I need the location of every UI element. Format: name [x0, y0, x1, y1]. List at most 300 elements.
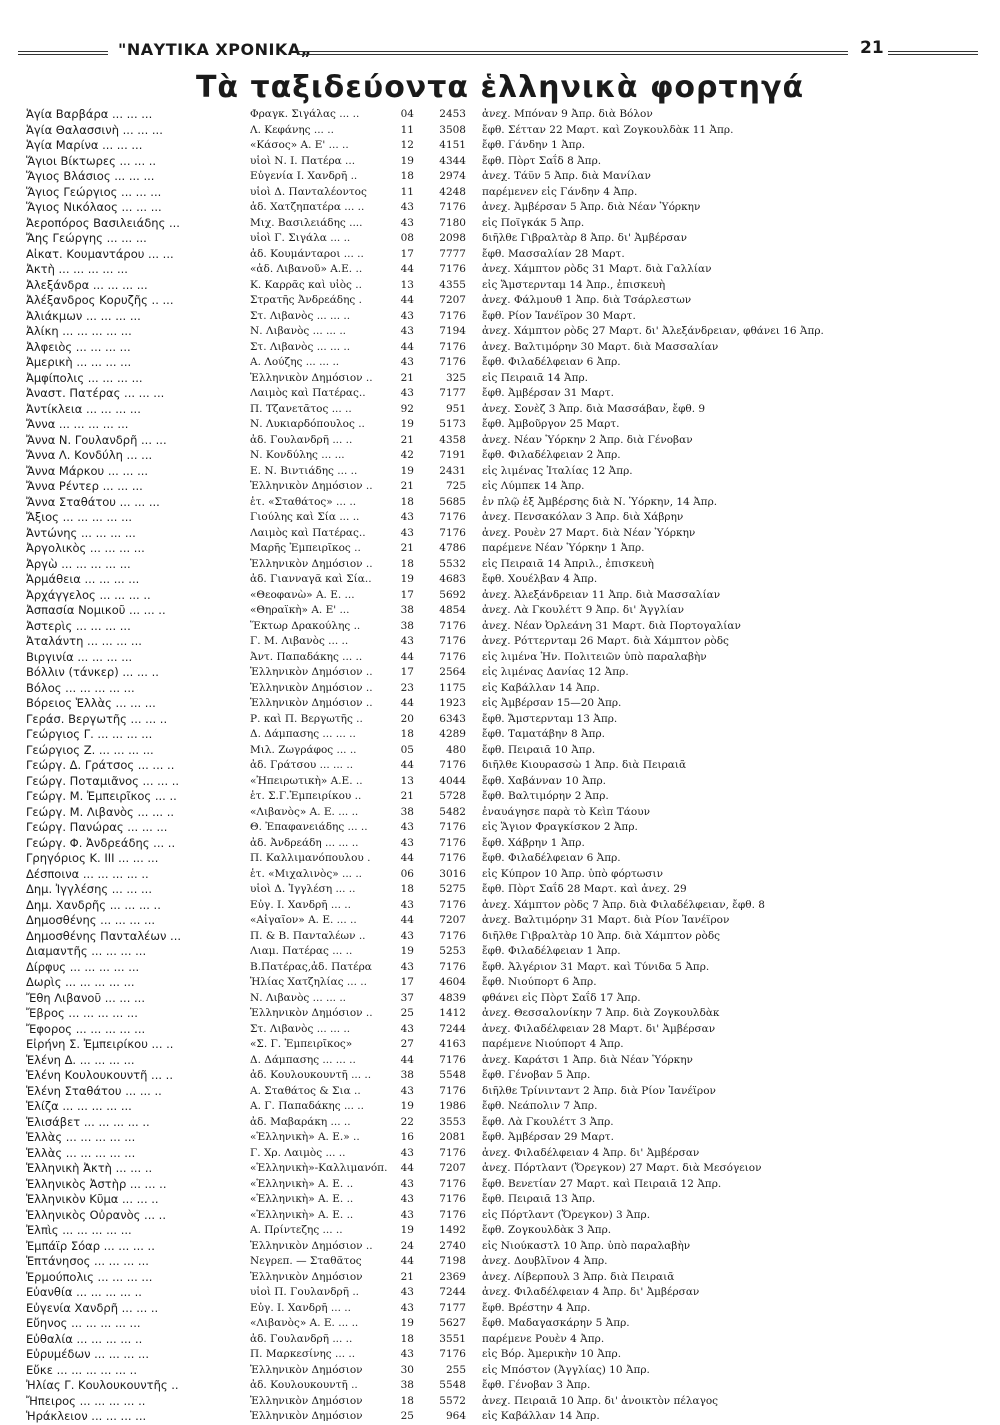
ship-name: Δημοσθένης Πανταλέων ... [26, 928, 182, 943]
ship-owner: Ἑλληνικὸν Δημόσιον .. [250, 557, 373, 570]
ship-name: Ἅγιος Γεώργιος ... ... ... [26, 184, 162, 199]
ship-position: ἔφθ. Φιλαδέλφειαν 6 Ἀπρ. [482, 356, 621, 368]
ship-name: Ἅγιος Νικόλαος ... ... ... [26, 200, 162, 214]
ship-position: ἀνεχ. Φιλαδέλφειαν 4 Ἀπρ. δι' Ἀμβέρσαν [482, 1286, 700, 1298]
ship-position: εἰς Καβάλλαν 14 Ἀπρ. [482, 1410, 600, 1422]
ship-position: ἀνεχ. Τάϋν 5 Ἀπρ. διὰ Μανίλαν [482, 170, 651, 182]
ship-position: ἀνεχ. Πειραιᾶ 10 Ἀπρ. δι' ἀνοικτὸν πέλαγος [482, 1394, 719, 1407]
ship-owner: Ε. Ν. Βιντιάδης ... .. [250, 464, 358, 477]
ship-tonnage: 3553 [439, 1115, 466, 1128]
ship-name: Ἠλίας Γ. Κουλουκουντῆς .. [26, 1378, 179, 1392]
ship-row [26, 727, 986, 743]
ship-owner: «Αἰγαῖον» Α. Ε. ... .. [250, 914, 357, 926]
ship-tonnage: 7176 [439, 650, 466, 663]
ship-year: 44 [400, 914, 414, 926]
ship-year: 44 [400, 759, 414, 771]
ship-position: ἔφθ. Βρέστην 4 Ἀπρ. [482, 1301, 591, 1314]
ship-tonnage: 7176 [439, 635, 466, 647]
ship-name: Ἑλισάβετ ... ... ... ... .. [26, 1114, 150, 1129]
ship-owner: Μιλ. Ζωγράφος ... .. [250, 743, 357, 756]
ship-year: 11 [400, 185, 414, 198]
ship-owner: Ἀντ. Παπαδάκης ... .. [250, 650, 363, 663]
ship-position: παρέμενε Ρουὲν 4 Ἀπρ. [482, 1332, 605, 1345]
ship-tonnage: 4683 [439, 573, 466, 585]
ship-position: ἔφθ. Πὸρτ Σαΐδ 28 Μαρτ. καὶ ἀνεχ. 29 [482, 883, 687, 895]
ship-row [26, 1115, 986, 1131]
ship-owner: Ρ. καὶ Π. Βεργωτῆς .. [250, 712, 363, 725]
ship-tonnage: 7244 [439, 1022, 466, 1035]
ship-name: Βόλος ... ... ... ... ... [26, 680, 135, 695]
ship-tonnage: 3551 [439, 1332, 466, 1345]
ship-year: 43 [400, 1286, 414, 1298]
ship-row [26, 1316, 986, 1332]
ship-owner: Λαιμὸς καὶ Πατέρας.. [250, 526, 366, 539]
ship-year: 44 [400, 340, 414, 353]
ship-row [26, 107, 986, 123]
ship-tonnage: 7198 [439, 1255, 466, 1267]
ship-row [26, 991, 986, 1007]
ship-owner: Ἡλίας Χατζηλίας ... .. [250, 976, 367, 988]
ship-name: Εὔηνος ... ... ... ... ... [26, 1316, 141, 1330]
ship-owner: Στ. Λιβανὸς ... ... .. [250, 1022, 351, 1035]
ship-row [26, 929, 986, 945]
ship-owner: Στ. Λιβανὸς ... ... .. [250, 309, 351, 322]
ship-owner: Θ. Ἐπαφανειάδης ... .. [250, 821, 368, 833]
ship-tonnage: 1492 [439, 1224, 466, 1236]
ship-name: Ἀλίκη ... ... ... ... ... [26, 324, 132, 338]
ship-position: εἰς Ἅγιον Φραγκίσκον 2 Ἀπρ. [482, 821, 638, 833]
ship-position: διῆλθε Γιβραλτὰρ 8 Ἀπρ. δι' Ἀμβέρσαν [482, 232, 688, 244]
ship-owner: «Κάσος» Α. Ε' ... .. [250, 139, 349, 151]
ship-year: 43 [400, 201, 414, 213]
ship-year: 12 [400, 139, 414, 151]
ship-owner: Ν. Λιβανὸς ... ... .. [250, 325, 347, 337]
ship-row [26, 479, 986, 495]
ship-tonnage: 7176 [439, 898, 466, 911]
ship-name: Ἐμπάϊρ Σόαρ ... ... ... .. [26, 1238, 155, 1253]
ship-name: Ἀρχάγγελος ... ... ... .. [26, 587, 151, 602]
ship-owner: «Σ. Γ. Ἐμπειρῖκος» [250, 1038, 353, 1050]
ship-tonnage: 4786 [439, 542, 466, 554]
ship-tonnage: 951 [445, 402, 466, 415]
ship-position: ἔφθ. Νιούπορτ 6 Ἀπρ. [482, 976, 597, 988]
ship-row [26, 789, 986, 805]
page-number: 21 [860, 38, 884, 58]
ship-row [26, 448, 986, 464]
ship-owner: Ἑλληνικὸν Δημόσιον .. [250, 1007, 373, 1019]
ship-year: 44 [400, 1162, 414, 1174]
ship-row [26, 386, 986, 402]
ship-name: Βόρειος Ἑλλὰς ... ... ... [26, 696, 156, 710]
ship-year: 44 [400, 852, 414, 864]
ship-position: ἀνεχ. Φάλμουθ 1 Ἀπρ. διὰ Τσάρλεστων [482, 294, 692, 306]
ship-tonnage: 7176 [439, 929, 466, 942]
ship-tonnage: 2098 [439, 232, 466, 244]
ship-position: ἔφθ. Φιλαδέλφειαν 1 Ἀπρ. [482, 945, 621, 957]
ship-owner: ἀδ. Κουμάνταροι ... .. [250, 247, 364, 260]
ship-position: εἰς Νιούκαστλ 10 Ἀπρ. ὑπὸ παραλαβὴν [482, 1239, 691, 1252]
ship-tonnage: 1412 [439, 1007, 466, 1019]
ship-year: 21 [400, 542, 414, 554]
ship-row [26, 1270, 986, 1286]
ship-position: παρέμενεν εἰς Γάνδην 4 Ἀπρ. [482, 185, 638, 198]
ship-row [26, 913, 986, 929]
ship-row [26, 231, 986, 247]
ship-tonnage: 5627 [439, 1317, 466, 1329]
ship-row [26, 1146, 986, 1162]
ship-tonnage: 7176 [439, 1193, 466, 1205]
ship-row [26, 1301, 986, 1317]
ship-position: ἀνεχ. Θεσσαλονίκην 7 Ἀπρ. διὰ Ζογκουλδὰκ [482, 1007, 720, 1019]
ship-tonnage: 7176 [439, 619, 466, 632]
ship-row [26, 665, 986, 681]
ship-tonnage: 2564 [439, 666, 466, 678]
ship-row [26, 1037, 986, 1053]
ship-row [26, 154, 986, 170]
ship-list [26, 107, 986, 1425]
ship-year: 43 [400, 836, 414, 849]
ship-name: Δημ. Χανδρῆς ... ... ... .. [26, 897, 161, 912]
ship-name: Βιργινία ... ... ... ... [26, 649, 133, 664]
ship-name: Ἀντώνης ... ... ... ... [26, 525, 136, 540]
ship-year: 19 [400, 945, 414, 957]
ship-owner: Ἑλληνικὸν Δημόσιον [250, 1394, 363, 1407]
ship-tonnage: 3508 [439, 123, 466, 136]
ship-owner: ἀδ. Χατζηπατέρα ... .. [250, 201, 365, 213]
ship-row [26, 185, 986, 201]
ship-year: 44 [400, 294, 414, 306]
ship-row [26, 1006, 986, 1022]
ship-tonnage: 7207 [439, 294, 466, 306]
ship-owner: Λαιμὸς καὶ Πατέρας.. [250, 387, 366, 399]
ship-name: Ἀεροπόρος Βασιλειάδης ... [26, 215, 180, 230]
ship-year: 43 [400, 325, 414, 337]
ship-name: Ἄννα Ν. Γουλανδρῆ ... ... [26, 432, 167, 447]
ship-owner: Π. Μαρκεσίνης ... .. [250, 1348, 356, 1360]
ship-position: εἰς Βόρ. Ἀμερικὴν 10 Ἀπρ. [482, 1348, 622, 1360]
ship-row [26, 138, 986, 154]
ship-row [26, 1068, 986, 1084]
ship-tonnage: 480 [445, 743, 466, 756]
ship-row [26, 1053, 986, 1069]
ship-owner: Ν. Λυκιαρδόπουλος .. [250, 418, 365, 430]
ship-row [26, 851, 986, 867]
ship-tonnage: 2740 [439, 1239, 466, 1252]
ship-year: 21 [400, 1270, 414, 1283]
ship-tonnage: 7180 [439, 216, 466, 229]
ship-name: Ἄννα Ρέντερ ... ... ... [26, 479, 143, 493]
ship-position: ἀνεχ. Ρόττερνταμ 26 Μαρτ. διὰ Χάμπτον ρὸδς [482, 635, 729, 647]
ship-name: Γεώργ. Φ. Ἀνδρεάδης ... .. [26, 835, 176, 850]
ship-tonnage: 7176 [439, 852, 466, 864]
ship-row [26, 464, 986, 480]
ship-owner: «Θηραϊκὴ» Α. Ε' ... [250, 604, 350, 616]
ship-owner: Λ. Κεφάνης ... .. [250, 123, 334, 136]
ship-year: 22 [400, 1115, 414, 1128]
ship-year: 18 [400, 728, 414, 740]
ship-tonnage: 7244 [439, 1286, 466, 1298]
ship-name: Ἑλλὰς ... ... ... ... ... [26, 1145, 136, 1160]
ship-name: Ἑλληνικὸν Κῦμα ... ... .. [26, 1192, 159, 1206]
ship-tonnage: 1175 [439, 681, 466, 694]
ship-year: 43 [400, 1022, 414, 1035]
ship-row [26, 882, 986, 898]
ship-year: 43 [400, 821, 414, 833]
ship-year: 24 [400, 1239, 414, 1252]
ship-position: ἀνεχ. Μπόναν 9 Ἀπρ. διὰ Βόλον [482, 108, 653, 120]
ship-position: ἀνεχ. Νέαν Ὑόρκην 2 Ἀπρ. διὰ Γένοβαν [482, 433, 693, 446]
ship-position: ἔφθ. Ἀμβοῦργον 25 Μαρτ. [482, 418, 620, 430]
ship-owner: «Ἑλληνικὴ» Α. Ε. .. [250, 1208, 354, 1221]
ship-name: Γεώργ. Μ. Λιβανὸς ... ... .. [26, 804, 175, 819]
ship-owner: Γ. Χρ. Λαιμὸς ... .. [250, 1146, 346, 1159]
ship-name: Ἄννα Σταθάτου ... ... ... [26, 494, 160, 509]
ship-position: ἔφθ. Ἀμβέρσαν 29 Μαρτ. [482, 1131, 614, 1143]
ship-row [26, 309, 986, 325]
ship-owner: «Λιβανὸς» Α. Ε. ... .. [250, 805, 359, 818]
ship-owner: Π. & Β. Πανταλέων .. [250, 929, 366, 942]
ship-year: 44 [400, 650, 414, 663]
ship-year: 17 [400, 666, 414, 678]
ship-position: ἔφθ. Ταματάβην 8 Ἀπρ. [482, 728, 605, 740]
ship-tonnage: 5572 [439, 1394, 466, 1407]
ship-owner: Δ. Δάμπασης ... ... .. [250, 1053, 356, 1066]
ship-position: ἐναυάγησε παρὰ τὸ Κεὶπ Τάουν [482, 805, 650, 818]
ship-name: Αἰκατ. Κουμαντάρου ... ... [26, 246, 174, 261]
ship-position: εἰς Λύμπεκ 14 Ἀπρ. [482, 480, 585, 492]
ship-year: 18 [400, 557, 414, 570]
ship-year: 43 [400, 1084, 414, 1097]
ship-row [26, 743, 986, 759]
ship-year: 44 [400, 697, 414, 709]
ship-name: Ἄννα Μάρκου ... ... ... [26, 463, 149, 478]
ship-position: ἔφθ. Γάνδην 1 Ἀπρ. [482, 139, 586, 151]
ship-row [26, 1254, 986, 1270]
ship-name: Διαμαντῆς ... ... ... ... [26, 944, 147, 958]
ship-year: 43 [400, 1177, 414, 1190]
ship-tonnage: 5548 [439, 1069, 466, 1081]
ship-position: ἔφθ. Γένοβαν 5 Ἀπρ. [482, 1069, 591, 1081]
ship-row [26, 433, 986, 449]
ship-row [26, 1099, 986, 1115]
ship-year: 37 [400, 991, 414, 1004]
ship-owner: υἱοὶ Ν. Ι. Πατέρα ... [250, 154, 356, 167]
ship-name: Ἀλεξάνδρα ... ... ... ... [26, 277, 148, 292]
ship-owner: Ἑλληνικὸν Δημόσιον .. [250, 666, 373, 678]
ship-tonnage: 1986 [439, 1100, 466, 1112]
ship-owner: ἀδ. Κουλουκουντῆ .. [250, 1379, 358, 1391]
ship-tonnage: 4355 [439, 278, 466, 291]
ship-tonnage: 2974 [439, 170, 466, 182]
ship-owner: «Ἠπειρωτικὴ» Α.Ε. .. [250, 774, 363, 787]
ship-name: Ἀναστ. Πατέρας ... ... ... [26, 386, 165, 400]
ship-owner: Νεγρεπ. — Σταθᾶτος [250, 1255, 362, 1267]
ship-row [26, 634, 986, 650]
ship-row [26, 1208, 986, 1224]
ship-position: ἔφθ. Ρίον Ἰανέϊρον 30 Μαρτ. [482, 309, 636, 322]
ship-year: 38 [400, 619, 414, 632]
ship-owner: Α. Σταθάτος & Σια .. [250, 1084, 361, 1097]
ship-name: Δημ. Ἰγγλέσης ... ... ... [26, 882, 152, 896]
ship-owner: «Ἑλληνικὴ» Α. Ε. .. [250, 1177, 354, 1190]
ship-name: Γεώργ. Δ. Γράτσος ... ... .. [26, 758, 175, 772]
magazine-title: "ΝΑΥΤΙΚΑ ΧΡΟΝΙΚΑ„ [118, 40, 312, 59]
ship-year: 18 [400, 1332, 414, 1345]
ship-name: Ἐλπὶς ... ... ... ... ... [26, 1223, 132, 1237]
ship-year: 43 [400, 356, 414, 368]
ship-position: ἀνεχ. Χάμπτον ρὸδς 27 Μαρτ. δι' Ἀλεξάνδρειαν, φθάνει 16 Ἀπρ. [482, 325, 824, 337]
ship-name: Γρηγόριος Κ. ΙΙΙ ... ... ... [26, 851, 159, 865]
ship-position: ἐν πλῷ ἐξ Ἀμβέρσης διὰ Ν. Ὑόρκην, 14 Ἀπρ. [482, 495, 718, 508]
ship-row [26, 696, 986, 712]
ship-name: Ἑλένη Σταθάτου ... ... .. [26, 1083, 162, 1098]
running-header [18, 40, 978, 64]
ship-owner: ἑτ. Σ.Γ.Ἐμπειρίκου .. [250, 790, 362, 802]
ship-position: ἔφθ. Νεάπολιν 7 Ἀπρ. [482, 1100, 598, 1112]
ship-row [26, 526, 986, 542]
ship-position: ἀνεχ. Καράτσι 1 Ἀπρ. διὰ Νέαν Ὑόρκην [482, 1053, 693, 1066]
ship-position: παρέμενε Νιούπορτ 4 Ἀπρ. [482, 1038, 624, 1050]
ship-position: ἔφθ. Χαβάνναν 10 Ἀπρ. [482, 774, 606, 787]
ship-name: Ἀκτὴ ... ... ... ... ... [26, 262, 128, 276]
ship-year: 38 [400, 1069, 414, 1081]
ship-year: 43 [400, 929, 414, 942]
ship-year: 21 [400, 371, 414, 384]
ship-position: ἔφθ. Μασσαλίαν 28 Μαρτ. [482, 247, 625, 260]
ship-tonnage: 7176 [439, 1208, 466, 1221]
ship-position: ἀνεχ. Πενσακόλαν 3 Ἀπρ. διὰ Χάβρην [482, 511, 684, 523]
ship-owner: Α. Πρίντεζης ... .. [250, 1224, 343, 1236]
ship-row [26, 588, 986, 604]
ship-tonnage: 6343 [439, 712, 466, 725]
ship-owner: Α. Γ. Παπαδάκης ... .. [250, 1100, 364, 1112]
ship-position: ἔφθ. Μαδαγασκάρην 5 Ἀπρ. [482, 1317, 630, 1329]
ship-tonnage: 4163 [439, 1038, 466, 1050]
ship-name: Γεώργ. Πανώρας ... ... ... [26, 820, 168, 834]
ship-name: Γεώργ. Ποταμιᾶνος ... ... .. [26, 773, 180, 788]
ship-owner: Ἑλληνικὸν Δημόσιον .. [250, 1239, 373, 1252]
ship-year: 04 [400, 108, 414, 120]
ship-position: ἔφθ. Ἀμβέρσαν 31 Μαρτ. [482, 387, 614, 399]
ship-position: ἀνεχ. Βαλτιμόρην 31 Μαρτ. διὰ Ρίον Ἰανέϊρον [482, 914, 730, 926]
ship-owner: Ἑλληνικὸν Δημόσιον [250, 1363, 363, 1376]
ship-name: Ἀργὼ ... ... ... ... ... [26, 556, 131, 571]
ship-position: ἔφθ. Ἀλγέριον 31 Μαρτ. καὶ Τύνιδα 5 Ἀπρ. [482, 960, 710, 973]
ship-row [26, 216, 986, 232]
ship-year: 25 [400, 1007, 414, 1019]
ship-owner: Στ. Λιβανὸς ... ... .. [250, 340, 351, 353]
ship-owner: Ἑλληνικὸν Δημόσιον .. [250, 371, 373, 384]
ship-tonnage: 7176 [439, 821, 466, 833]
ship-owner: Κ. Καρρᾶς καὶ υἱὸς .. [250, 278, 362, 291]
ship-row [26, 867, 986, 883]
ship-tonnage: 4248 [439, 185, 466, 198]
ship-owner: «Ἑλληνικὴ» Α. Ε. .. [250, 1193, 354, 1205]
ship-position: ἀνεχ. Νέαν Ὀρλεάνη 31 Μαρτ. διὰ Πορτογαλίαν [482, 619, 741, 632]
header-rule [18, 51, 108, 55]
ship-position: ἀνεχ. Φιλαδέλφειαν 28 Μαρτ. δι' Ἀμβέρσαν [482, 1022, 716, 1035]
ship-name: Ἁγία Μαρίνα ... ... ... [26, 138, 143, 152]
ship-name: Ἑπτάνησος ... ... ... ... [26, 1254, 149, 1268]
ship-row [26, 805, 986, 821]
ship-name: Εὐθαλία ... ... ... ... .. [26, 1331, 143, 1346]
ship-tonnage: 7176 [439, 759, 466, 771]
ship-owner: «Ἑλληνικὴ»-Καλλιμανόπ. [250, 1162, 388, 1174]
ship-position: εἰς Καβάλλαν 14 Ἀπρ. [482, 681, 600, 694]
ship-owner: Π. Καλλιμανόπουλου . [250, 852, 371, 864]
ship-tonnage: 5253 [439, 945, 466, 957]
ship-name: Δωρὶς ... ... ... ... ... [26, 975, 135, 989]
ship-name: Ἀταλάντη ... ... ... ... [26, 634, 142, 648]
ship-tonnage: 7191 [439, 449, 466, 461]
ship-position: ἔφθ. Χουέλβαν 4 Ἀπρ. [482, 573, 598, 585]
ship-position: εἰς λιμένα Ἡν. Πολιτειῶν ὑπὸ παραλαβὴν [482, 650, 707, 663]
ship-owner: Ν. Κονδύλης ... ... [250, 449, 345, 461]
ship-row [26, 510, 986, 526]
ship-name: Ἄννα Λ. Κονδύλη ... ... [26, 448, 153, 462]
ship-row [26, 774, 986, 790]
ship-year: 43 [400, 898, 414, 911]
ship-name: Ἄξιος ... ... ... ... ... [26, 510, 133, 524]
ship-name: Ἀμερικὴ ... ... ... ... [26, 355, 132, 369]
ship-owner: υἱοὶ Δ. Ἰγγλέση ... .. [250, 883, 356, 895]
ship-tonnage: 4151 [439, 139, 466, 151]
ship-row [26, 278, 986, 294]
ship-tonnage: 7207 [439, 1162, 466, 1174]
ship-year: 43 [400, 1146, 414, 1159]
ship-year: 11 [400, 123, 414, 136]
ship-year: 18 [400, 1394, 414, 1407]
ship-row [26, 1161, 986, 1177]
ship-position: ἔφθ. Πειραιᾶ 13 Ἀπρ. [482, 1193, 596, 1205]
ship-row [26, 975, 986, 991]
ship-position: ἔφθ. Πὸρτ Σαΐδ 8 Ἀπρ. [482, 154, 602, 167]
page-title: Τὰ ταξιδεύοντα ἑλληνικὰ φορτηγά [195, 70, 805, 105]
ship-position: φθάνει εἰς Πὸρτ Σαΐδ 17 Ἀπρ. [482, 991, 641, 1004]
ship-year: 17 [400, 976, 414, 988]
ship-row [26, 1378, 986, 1394]
ship-name: Γεώργ. Μ. Ἐμπειρῖκος ... .. [26, 789, 177, 803]
ship-row [26, 1332, 986, 1348]
ship-year: 08 [400, 232, 414, 244]
ship-name: Ἑλληνικὴ Ἀκτὴ ... ... .. [26, 1161, 153, 1175]
ship-tonnage: 7176 [439, 309, 466, 322]
ship-name: Γεώργιος Γ. ... ... ... ... [26, 727, 153, 741]
ship-row [26, 898, 986, 914]
ship-owner: Μιχ. Βασιλειάδης .... [250, 216, 363, 229]
ship-row [26, 371, 986, 387]
ship-tonnage: 325 [445, 371, 466, 384]
ship-owner: ἀδ. Μαβαράκη ... .. [250, 1115, 351, 1128]
ship-row [26, 1177, 986, 1193]
ship-name: Ἀμφίπολις ... ... ... ... [26, 370, 143, 385]
ship-tonnage: 4344 [439, 154, 466, 167]
ship-year: 13 [400, 278, 414, 291]
ship-name: Ἀντίκλεια ... ... ... ... [26, 401, 141, 416]
ship-tonnage: 7176 [439, 1084, 466, 1097]
ship-year: 43 [400, 960, 414, 973]
ship-year: 20 [400, 712, 414, 725]
ship-position: εἰς Ποϊγκάκ 5 Ἀπρ. [482, 216, 585, 229]
ship-owner: Γ. Μ. Λιβανὸς ... .. [250, 635, 349, 647]
ship-name: Ἄης Γεώργης ... ... ... [26, 231, 147, 245]
ship-year: 43 [400, 1348, 414, 1360]
ship-owner: «Λιβανὸς» Α. Ε. ... .. [250, 1317, 359, 1329]
ship-owner: Β.Πατέρας,ἀδ. Πατέρα [250, 960, 372, 973]
ship-owner: ἀδ. Γουλανδρῆ ... .. [250, 1332, 353, 1345]
ship-name: Ἑλένη Δ. ... ... ... ... [26, 1052, 135, 1067]
ship-row [26, 247, 986, 263]
